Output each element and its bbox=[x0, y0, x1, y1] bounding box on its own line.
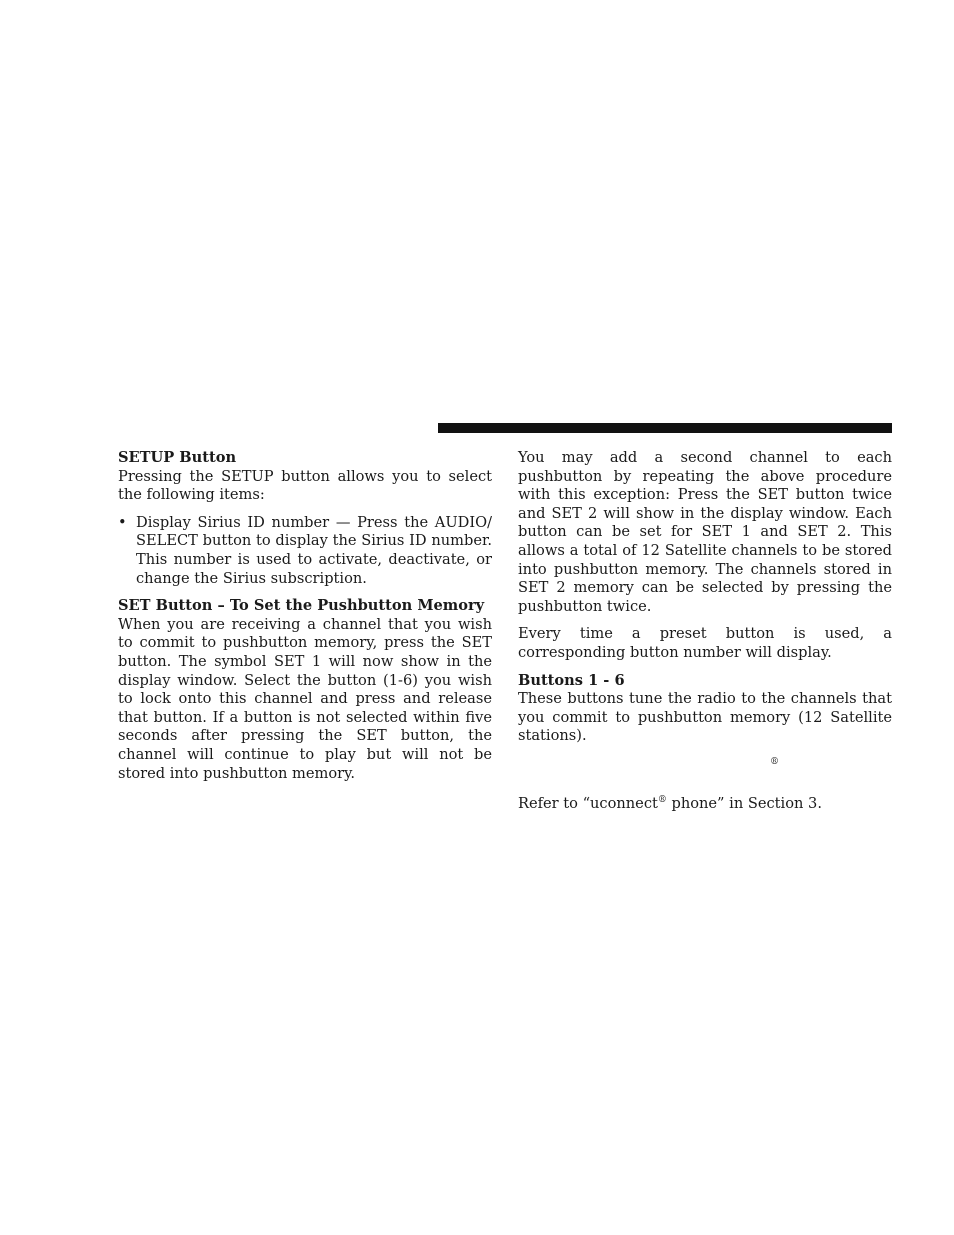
buttons-heading: Buttons 1 - 6 bbox=[518, 671, 625, 689]
second-channel-paragraph: You may add a second channel to each pushbutton by repeating the above procedure with this exception: Press the SET button twice and SET 2 will show in the display window. Each button can be set for SET 1 and SET 2. This allows a total of 12 Satellite channels to be stored into pushbutton memory. The channels stored in SET 2 memory can be selected by pressing the pushbutton twice. bbox=[518, 449, 892, 615]
section-header-rule bbox=[438, 423, 892, 433]
setup-bullet-item bbox=[118, 514, 492, 588]
setup-bullet-text: Display Sirius ID number — Press the AUDIO/ SELECT button to display the Sirius ID number. This number is used to activate, deactivate, or change the Sirius subscription. bbox=[136, 513, 492, 587]
set-button-heading: SET Button – To Set the Pushbutton Memory bbox=[118, 597, 485, 615]
right-column bbox=[518, 449, 892, 823]
set-button-paragraph: When you are receiving a channel that you wish to commit to pushbutton memory, press the SET button. The symbol SET 1 will now show in the display window. Select the button (1-6) you wish to lock onto this channel and press and release that button. If a button is not selected within five seconds after pressing the SET button, the channel will continue to play but will not be stored into pushbutton memory. bbox=[118, 615, 492, 782]
refer-suffix: phone” in Section 3. bbox=[666, 794, 822, 812]
setup-button-heading: SETUP Button bbox=[118, 449, 237, 466]
refer-registered-mark: ® bbox=[657, 795, 667, 806]
buttons-paragraph: These buttons tune the radio to the channels that you commit to pushbutton memory (12 Satellite stations). bbox=[518, 690, 892, 745]
bullet-icon: • bbox=[118, 513, 127, 531]
registered-mark: ® bbox=[770, 756, 779, 767]
setup-intro-paragraph: Pressing the SETUP button allows you to select the following items: bbox=[118, 467, 492, 504]
left-column bbox=[118, 449, 492, 792]
refer-prefix: Refer to “uconnect bbox=[518, 794, 658, 812]
refer-paragraph bbox=[518, 795, 892, 814]
preset-paragraph: Every time a preset button is used, a corresponding button number will display. bbox=[518, 625, 892, 661]
